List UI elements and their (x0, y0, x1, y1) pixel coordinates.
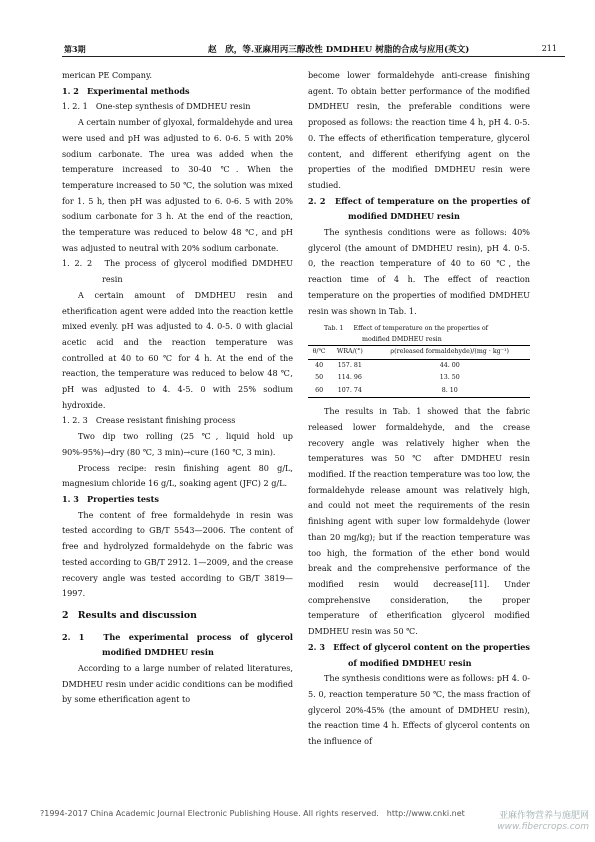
paragraph: The synthesis conditions were as follows: 40% glycerol (the amount of DMDHEU resin), pH 4. 0-5. 0, the reaction temperature of 40 to 60 ℃, the reaction time of 4 h. The effect of reaction temperature on the properties of modified DMDHEU resin was shown in Tab. 1. (308, 227, 530, 316)
table-cell: 157. 81 (337, 361, 362, 369)
watermark-url: www.fibercrops.com (497, 822, 589, 832)
paragraph: Two dip two rolling (25 ℃, liquid hold up 90%-95%)→dry (80 ℃, 3 min)→cure (160 ℃, 3 min). (62, 431, 293, 457)
table-cell: 40 (315, 361, 324, 369)
table-caption-label: Tab. 1 (324, 325, 344, 333)
right-column (308, 68, 530, 750)
data-table (308, 345, 530, 398)
paragraph: 1. 2. 1 One-step synthesis of DMDHEU resin (62, 101, 251, 112)
paragraph: According to a large number of related literatures, DMDHEU resin under acidic conditions can be modified by some etherification agent to (62, 663, 293, 705)
page-number: 211 (541, 44, 557, 53)
table-header-temp: θ/℃ (312, 348, 326, 356)
paragraph: merican PE Company. (62, 70, 153, 80)
paragraph: A certain number of glyoxal, formaldehyde and urea were used and pH was adjusted to 6. 0-6. 5 with 20% sodium carbonate. The urea was added when the temperature increased to 30-40 ℃. When the temperature increased to 50 ℃, the solution was mixed for 1. 5 h, then pH was adjusted to 6. 0-6. 5 with 20% sodium carbonate for 3 h. At the end of the reaction, the temperature was reduced to below 48 ℃, and pH was adjusted to neutral with 20% sodium carbonate. (62, 117, 293, 253)
right-column-bottom (308, 404, 530, 749)
watermark: 亚麻作物营养与施肥网 (498, 811, 589, 821)
paragraph: 2. 1 The experimental process of glycerol modified DMDHEU resin (62, 631, 293, 658)
paragraph: 1. 3 Properties tests (62, 493, 159, 504)
table-cell: 60 (315, 386, 324, 394)
paragraph: 2 Results and discussion (62, 609, 197, 621)
table-row (308, 372, 530, 385)
table-header-formaldehyde: ρ(released formaldehyde)/(mg · kg⁻¹) (390, 348, 509, 356)
table-cell: 8. 10 (441, 386, 458, 394)
paragraph: 1. 2 Experimental methods (62, 85, 190, 96)
paragraph: The content of free formaldehyde in resin was tested according to GB/T 5543—2006. The content of free and hydrolyzed formaldehyde on the fabric was tested according to GB/T 2912. 1—2009, and the crease recovery angle was tested according to GB/T 3819—1997. (62, 509, 293, 599)
issue-number: 第3期 (64, 44, 86, 54)
table-cell: 13. 50 (439, 374, 460, 382)
running-title: 赵 欣，等.亚麻用丙三醇改性 DMDHEU 树脂的合成与应用(英文) (208, 45, 470, 55)
paragraph: 2. 2 Effect of temperature on the properties of modified DMDHEU resin (308, 195, 530, 222)
table-header-wra: WRA/(°) (336, 348, 363, 356)
table-caption-line2: modified DMDHEU resin (362, 335, 442, 343)
running-header (62, 40, 565, 57)
table-cell: 50 (315, 374, 324, 382)
paragraph: A certain amount of DMDHEU resin and etherification agent were added into the reaction kettle mixed evenly. pH was adjusted to 4. 0-5. 0 with glacial acetic acid and the reaction temperature was controlled at 40 to 60 ℃ for 4 h. At the end of the reaction, the temperature was reduced to below 48 ℃, pH was adjusted to 4. 4-5. 0 with 25% sodium hydroxide. (62, 289, 293, 410)
left-column (62, 68, 293, 708)
right-column-top (308, 68, 530, 319)
paragraph: Process recipe: resin finishing agent 80 g/L, magnesium chloride 16 g/L, soaking agent (JFC) 2 g/L. (62, 462, 293, 489)
table-caption-line1: Effect of temperature on the properties of (353, 325, 488, 333)
paragraph: 1. 2. 2 The process of glycerol modified DMDHEU resin (62, 258, 293, 285)
table-row (308, 359, 530, 372)
paragraph: The results in Tab. 1 showed that the fabric released lower formaldehyde, and the crease recovery angle was relatively higher when the temperatures was 50 ℃ after DMDHEU resin modified. If the reaction temperature was too low, the formaldehyde release amount was relatively high, and could not meet the requirements of the resin finishing agent with super low formaldehyde (lower than 20 mg/kg); but if the reaction temperature was too high, the formation of the ether bond would break and the comprehensive performance of the modified resin would decrease[11]. Under comprehensive consideration, the proper temperature of etherification glycerol modified DMDHEU resin was 50 ℃. (308, 406, 530, 637)
paragraph: 2. 3 Effect of glycerol content on the properties of modified DMDHEU resin (308, 641, 530, 668)
table-cell: 107. 74 (337, 386, 362, 394)
table-cell: 44. 00 (439, 361, 460, 369)
table-1 (308, 324, 530, 398)
copyright-footer: ?1994-2017 China Academic Journal Electronic Publishing House. All rights reserved. http://www.cnki.net (40, 809, 465, 818)
paragraph: become lower formaldehyde anti-crease finishing agent. To obtain better performance of the modified DMDHEU resin, the preferable conditions were proposed as follows: the reaction time 4 h, pH 4. 0-5. 0. The effects of etherification temperature, glycerol content, and different etherifying agent on the properties of the modified DMDHEU resin were studied. (308, 70, 530, 190)
table-caption (308, 324, 530, 345)
table-row (308, 385, 530, 398)
table-cell: 114. 96 (337, 374, 362, 382)
paragraph: 1. 2. 3 Crease resistant finishing process (62, 415, 236, 426)
paragraph: The synthesis conditions were as follows: pH 4. 0-5. 0, reaction temperature 50 ℃, the mass fraction of glycerol 20%-45% (the amount of DMDHEU resin), the reaction time 4 h. Effects of glycerol contents on the influence of (308, 673, 530, 747)
